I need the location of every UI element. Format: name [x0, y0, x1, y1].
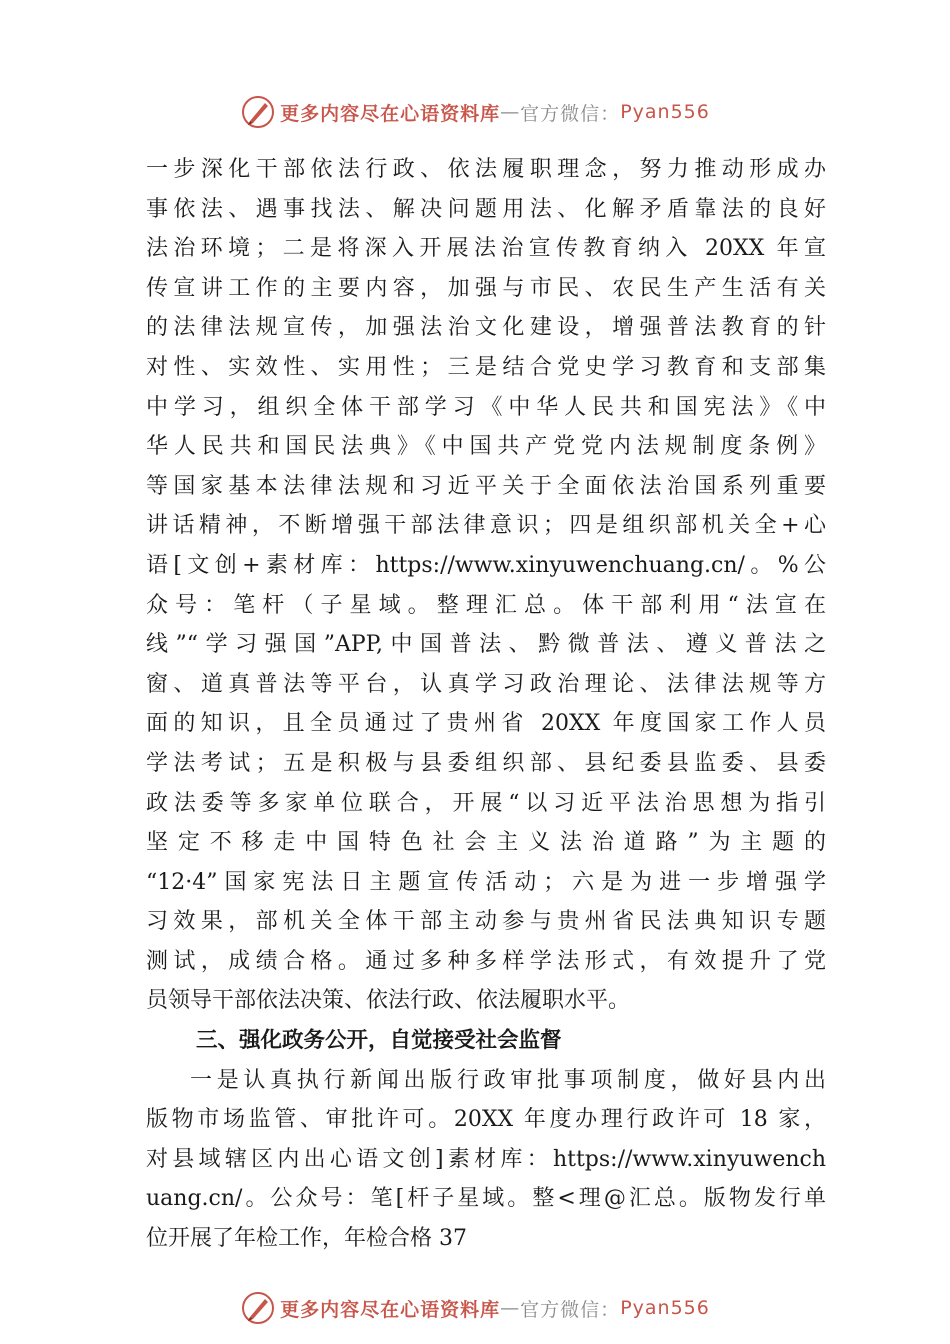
text-line: 测试，成绩合格。通过多种多样学法形式，有效提升了党 [146, 948, 826, 974]
text-line: 中学习，组织全体干部学习《中华人民共和国宪法》《中 [146, 394, 826, 420]
text-line: 华人民共和国民法典》《中国共产党党内法规制度条例》 [146, 434, 826, 460]
banner-site-name: 更多内容尽在心语资料库 [280, 102, 501, 125]
paragraph-2 [146, 1061, 826, 1259]
banner-wechat-id: Pyan556 [620, 1297, 710, 1319]
text-line: uang.cn/。公众号：笔[杆子星域。整<理@汇总。版物发行单 [146, 1186, 826, 1212]
text-line: 员领导干部依法决策、依法行政、依法履职水平。 [146, 988, 631, 1014]
text-line: 语[文创+素材库：https://www.xinyuwenchuang.cn/。%公 [146, 552, 826, 578]
section-heading: 三、强化政务公开，自觉接受社会监督 [196, 1028, 562, 1054]
banner-wechat-id: Pyan556 [620, 101, 710, 123]
banner-dash: — [500, 101, 521, 123]
footer-banner [0, 1288, 950, 1328]
text-line: 对性、实效性、实用性；三是结合党史学习教育和支部集 [146, 354, 826, 380]
pen-logo-icon [240, 94, 276, 130]
text-line: “12·4”国家宪法日主题宣传活动；六是为进一步增强学 [146, 869, 826, 895]
banner-wechat-label: 官方微信： [520, 1298, 621, 1321]
document-body [146, 150, 826, 1259]
pen-logo-icon [240, 1290, 276, 1326]
text-line: 窗、道真普法等平台，认真学习政治理论、法律法规等方 [146, 671, 826, 697]
text-line: 法治环境；二是将深入开展法治宣传教育纳入 20XX 年宣 [146, 236, 826, 262]
text-line: 的法律法规宣传，加强法治文化建设，增强普法教育的针 [146, 315, 826, 341]
text-line: 讲话精神，不断增强干部法律意识；四是组织部机关全+心 [146, 513, 826, 539]
text-line: 位开展了年检工作，年检合格 37 [146, 1226, 467, 1252]
header-banner [0, 92, 950, 132]
text-line: 习效果，部机关全体干部主动参与贵州省民法典知识专题 [146, 909, 826, 935]
text-line: 版物市场监管、审批许可。20XX 年度办理行政许可 18 家， [146, 1107, 826, 1133]
text-line: 事依法、遇事找法、解决问题用法、化解矛盾靠法的良好 [146, 196, 826, 222]
text-line: 学法考试；五是积极与县委组织部、县纪委县监委、县委 [146, 750, 826, 776]
text-line: 等国家基本法律法规和习近平关于全面依法治国系列重要 [146, 473, 826, 499]
text-line: 线”“学习强国”APP,中国普法、黔微普法、遵义普法之 [146, 632, 826, 658]
text-line: 众号：笔杆（子星域。整理汇总。体干部利用“法宣在 [146, 592, 826, 618]
text-line: 一步深化干部依法行政、依法履职理念，努力推动形成办 [146, 157, 826, 182]
text-line: 对县域辖区内出心语文创]素材库：https://www.xinyuwench [146, 1146, 826, 1172]
banner-wechat-label: 官方微信： [520, 102, 621, 125]
banner-dash: — [500, 1297, 521, 1319]
text-line: 坚定不移走中国特色社会主义法治道路”为主题的 [146, 830, 826, 856]
text-line: 政法委等多家单位联合，开展“以习近平法治思想为指引 [146, 790, 826, 816]
text-line: 传宣讲工作的主要内容，加强与市民、农民生产生活有关 [146, 275, 826, 301]
banner-site-name: 更多内容尽在心语资料库 [280, 1298, 501, 1321]
text-line: 一是认真执行新闻出版行政审批事项制度，做好县内出 [190, 1067, 826, 1093]
text-line: 面的知识，且全员通过了贵州省 20XX 年度国家工作人员 [146, 711, 826, 737]
paragraph-1 [146, 150, 826, 1021]
